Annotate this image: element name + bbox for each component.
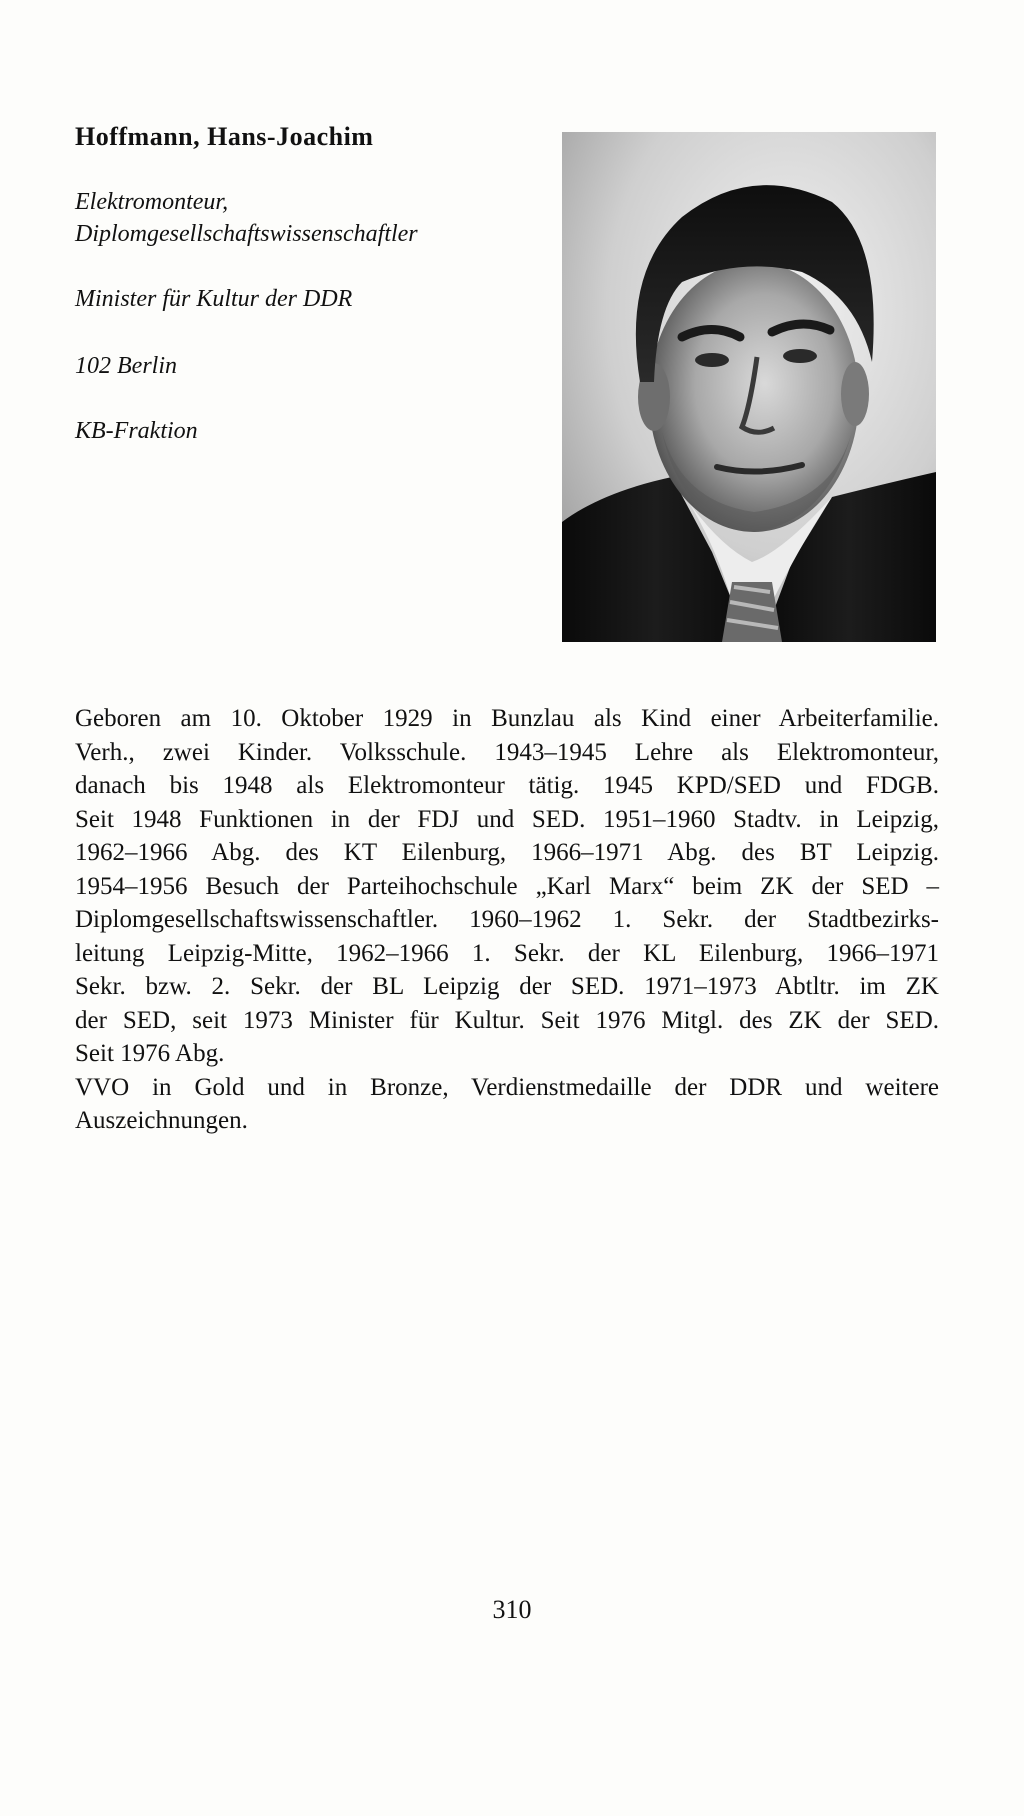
biography-line: Sekr. bzw. 2. Sekr. der BL Leipzig der SED. 1971–1973 Abtltr. im ZK [75, 973, 939, 1000]
city: 102 Berlin [75, 353, 177, 379]
biography-line: VVO in Gold und in Bronze, Verdienstmedaille der DDR und weitere [75, 1073, 939, 1101]
profession [75, 186, 418, 250]
biography-line: Seit 1948 Funktionen in der FDJ und SED. 1951–1960 Stadtv. in Leipzig, [75, 805, 939, 833]
biography-line: leitung Leipzig-Mitte, 1962–1966 1. Sekr. der KL Eilenburg, 1966–1971 [75, 939, 939, 967]
biography-line: 1962–1966 Abg. des KT Eilenburg, 1966–1971 Abg. des BT Leipzig. [75, 839, 939, 866]
profession-line-1: Elektromonteur, [75, 189, 229, 215]
biography-line: Verh., zwei Kinder. Volksschule. 1943–1945 Lehre als Elektromonteur, [75, 738, 939, 766]
biography-line: danach bis 1948 als Elektromonteur tätig. 1945 KPD/SED und FDGB. [75, 772, 939, 799]
biography-line: 1954–1956 Besuch der Parteihochschule „Karl Marx“ beim ZK der SED – [75, 872, 939, 900]
biography-line: Auszeichnungen. [75, 1107, 248, 1134]
fraction: KB-Fraktion [75, 418, 198, 444]
biography-line: der SED, seit 1973 Minister für Kultur. Seit 1976 Mitgl. des ZK der SED. [75, 1006, 939, 1034]
profession-line-2: Diplomgesellschaftswissenschaftler [75, 221, 418, 247]
biography-line: Diplomgesellschaftswissenschaftler. 1960–1962 1. Sekr. der Stadtbezirks- [75, 906, 939, 933]
person-name: Hoffmann, Hans-Joachim [75, 122, 374, 151]
office-title: Minister für Kultur der DDR [75, 286, 353, 312]
biography-line: Geboren am 10. Oktober 1929 in Bunzlau als Kind einer Arbeiterfamilie. [75, 705, 939, 732]
page-number: 310 [492, 1595, 532, 1624]
biography-line: Seit 1976 Abg. [75, 1040, 225, 1067]
biography [75, 702, 939, 1138]
portrait-illustration [562, 132, 936, 642]
portrait-photo [562, 132, 936, 642]
